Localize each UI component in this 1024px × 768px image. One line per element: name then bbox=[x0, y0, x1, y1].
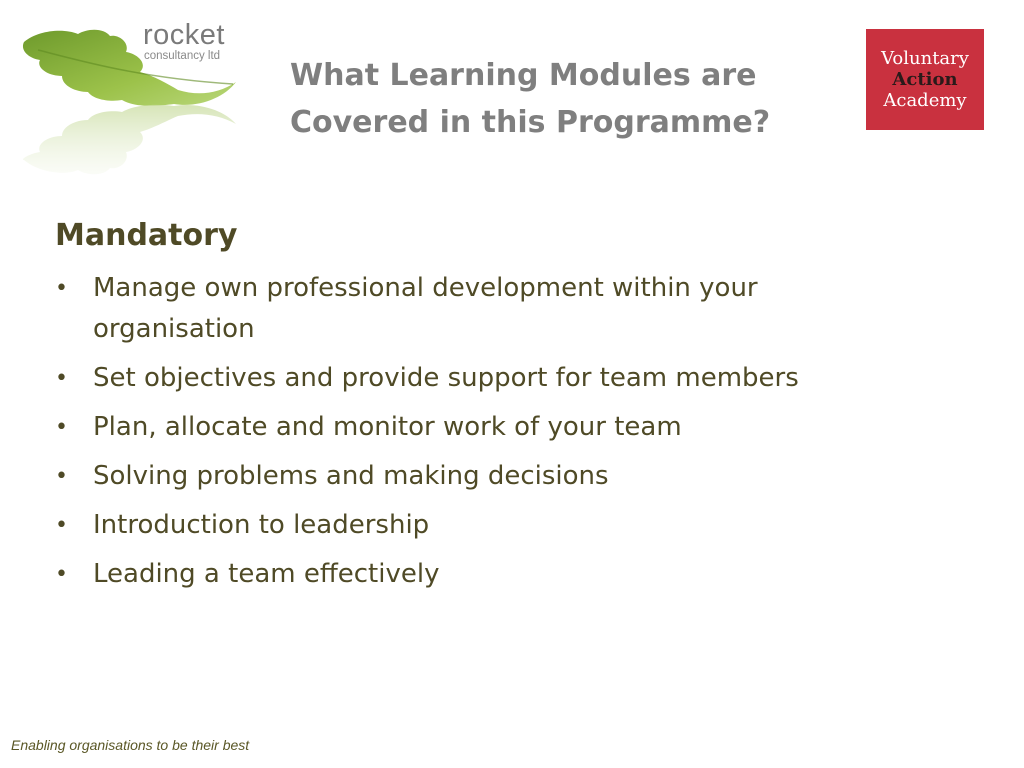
bullet-icon: • bbox=[55, 366, 68, 391]
slide-title bbox=[290, 52, 810, 146]
slide-content bbox=[55, 214, 955, 603]
bullet-icon: • bbox=[55, 513, 68, 538]
list-item-text: Leading a team effectively bbox=[93, 559, 440, 589]
list-item bbox=[55, 358, 873, 399]
list-item bbox=[55, 407, 873, 448]
section-heading: Mandatory bbox=[55, 218, 238, 253]
voluntary-action-academy-logo bbox=[866, 29, 984, 130]
list-item bbox=[55, 505, 873, 546]
list-item-text: Introduction to leadership bbox=[93, 510, 430, 540]
list-item-text: Solving problems and making decisions bbox=[93, 461, 609, 491]
brand-name: rocket bbox=[143, 19, 225, 51]
badge-line2: Action bbox=[892, 69, 958, 90]
list-item-text: Set objectives and provide support for team members bbox=[93, 363, 799, 393]
footer-tagline: Enabling organisations to be their best bbox=[11, 737, 250, 753]
bullet-icon: • bbox=[55, 562, 68, 587]
list-item bbox=[55, 456, 873, 497]
bullet-icon: • bbox=[55, 464, 68, 489]
list-item-text: Plan, allocate and monitor work of your team bbox=[93, 412, 682, 442]
slide-title-line1: What Learning Modules are bbox=[290, 58, 757, 93]
bullet-icon: • bbox=[55, 276, 68, 301]
list-item bbox=[55, 268, 873, 350]
list-item-text: Manage own professional development within your organisation bbox=[93, 273, 758, 344]
bullet-icon: • bbox=[55, 415, 68, 440]
rocket-brand bbox=[143, 20, 253, 62]
brand-subtitle: consultancy ltd bbox=[144, 50, 221, 62]
list-item bbox=[55, 554, 873, 595]
badge-line3: Academy bbox=[883, 90, 967, 111]
module-list bbox=[55, 268, 955, 595]
badge-line1: Voluntary bbox=[881, 48, 969, 69]
slide-title-line2: Covered in this Programme? bbox=[290, 105, 771, 140]
